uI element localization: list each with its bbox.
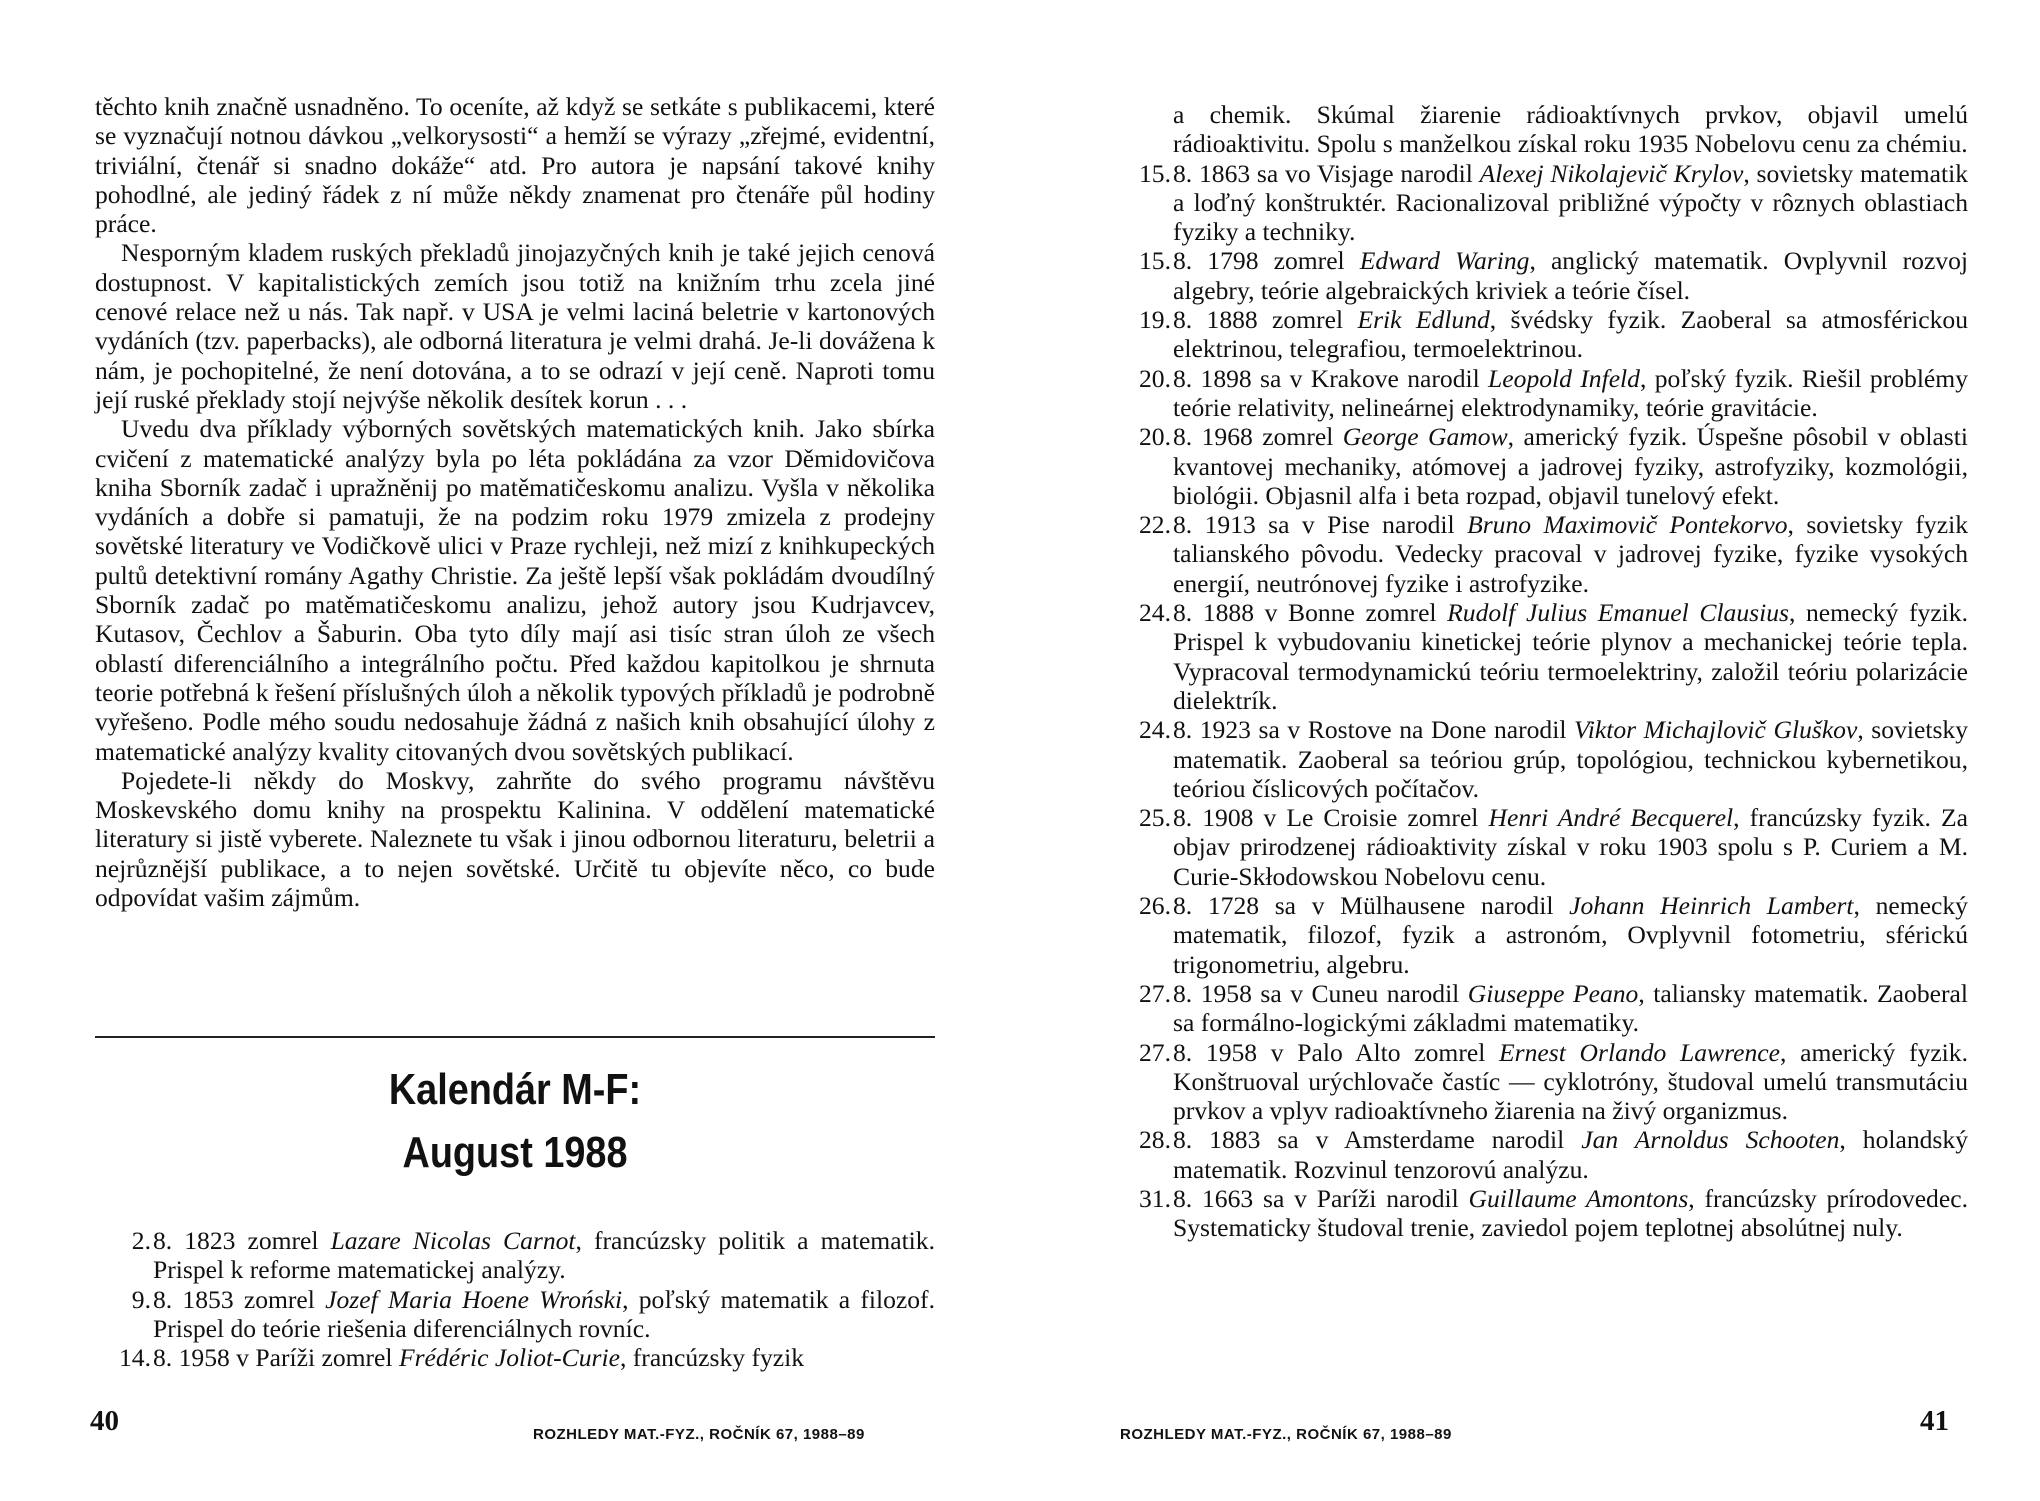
entry-day: 2. [131, 1226, 151, 1255]
entry-person: Frédéric Joliot-Curie [398, 1343, 620, 1373]
section-divider [95, 1036, 935, 1038]
calendar-subtitle: August 1988 [402, 1128, 628, 1177]
entry-person: George Gamow [1342, 422, 1508, 452]
calendar-entry [1115, 803, 1968, 891]
entry-day: 19. [1139, 305, 1171, 335]
calendar-entries-right [1115, 100, 1968, 1243]
entry-day: 15. [1139, 246, 1171, 276]
calendar-entries-left [95, 1226, 935, 1372]
calendar-entry [1115, 891, 1968, 979]
entry-text: , sovietsky matematik a loďný konštruktér. Racionalizoval približné výpočty v rôznych oblastiach fyziky a techniky. [1173, 158, 1968, 247]
entry-text: , poľský fyzik. Riešil problémy teórie relativity, nelineárnej elektrodynamiky, teórie gravitácie. [1173, 363, 1968, 422]
entry-day: 24. [1139, 715, 1171, 745]
paragraph-1: těchto knih značně usnadněno. To oceníte, až když se setkáte s publikacemi, které se vyznačují notnou dávkou „velkorysosti“ a hemží se výrazy „zřejmé, evidentní, triviální, čtenář si snadno dokáže“ atd. Pro autora je napsání takové knihy pohodlné, ale jediný řádek z ní může někdy znamenat pro čtenáře půl hodiny práce. [95, 92, 935, 239]
entry-text: 8. 1888 v Bonne zomrel [1173, 598, 1448, 628]
entry-text: , nemecký matematik, filozof, fyzik a astronóm, Ovplyvnil fotometriu, sférickú trigonometriu, algebru. [1173, 891, 1968, 979]
entry-text: , holandský matematik. Rozvinul tenzorovú analýzu. [1173, 1125, 1968, 1184]
running-footer: ROZHLEDY MAT.-FYZ., ROČNÍK 67, 1988–89 [533, 1426, 865, 1443]
entry-text: , sovietsky matematik. Zaoberal sa teóriou grúp, topológiou, technickou kybernetikou, teóriou číslicových počítačov. [1173, 715, 1968, 803]
entry-text: , anglický matematik. Ovplyvnil rozvoj algebry, teórie algebraických kriviek a teórie čísel. [1173, 246, 1969, 305]
entry-text: , nemecký fyzik. Prispel k vybudovaniu kinetickej teórie plynov a mechanickej teórie tepla. Vypracoval termodynamickú teóriu termoelektriny, založil teóriu polarizácie dielektrík. [1173, 598, 1968, 715]
entry-person: Jan Arnoldus Schooten [1581, 1125, 1840, 1155]
entry-person: Giuseppe Peano [1467, 978, 1639, 1008]
calendar-entry [1115, 305, 1968, 364]
entry-day: 24. [1139, 598, 1171, 628]
calendar-entry [95, 1343, 935, 1372]
entry-text: , americký fyzik. Úspešne pôsobil v oblasti kvantovej mechaniky, atómovej a jadrovej fyziky, astrofyziky, kozmológii, biológii. Objasnil alfa i beta rozpad, objavil tunelový efekt. [1173, 422, 1968, 510]
entry-text: 8. 1728 sa v Mülhausene narodil [1173, 891, 1570, 921]
entry-text: , švédsky fyzik. Zaoberal sa atmosférickou elektrinou, telegrafiou, termoelektrinou. [1173, 305, 1968, 364]
entry-day: 27. [1139, 978, 1171, 1008]
entry-text: 8. 1663 sa v Paríži narodil [1173, 1183, 1469, 1213]
entry-text: 8. 1888 zomrel [1173, 305, 1358, 335]
entry-person: Bruno Maximovič Pontekorvo [1467, 510, 1788, 540]
calendar-entry [1115, 246, 1968, 305]
entry-person: Leopold Infeld [1488, 363, 1640, 393]
calendar-entry [1115, 159, 1968, 247]
article-text [95, 92, 935, 912]
entry-text: , francúzsky politik a matematik. Prispel k reforme matematickej analýzy. [153, 1226, 935, 1285]
entry-text: 8. 1823 zomrel [153, 1226, 331, 1255]
calendar-entry [95, 1285, 935, 1344]
calendar-entry [1115, 422, 1968, 510]
entry-day: 27. [1139, 1037, 1171, 1067]
entry-person: Erik Edlund [1357, 305, 1490, 335]
entry-text: , sovietsky fyzik talianského pôvodu. Vedecky pracoval v jadrovej fyzike, fyzike vysokých energií, neutrónovej fyzike i astrofyzike. [1173, 510, 1968, 598]
entry-text: , americký fyzik. Konštruoval urýchlovače častíc — cyklotróny, študoval umelú transmutáciu prvkov a vplyv radioaktívneho žiarenia na živý organizmus. [1173, 1037, 1968, 1126]
entry-text: 8. 1958 v Paríži zomrel [153, 1343, 399, 1373]
entry-person: Guillaume Amontons [1468, 1183, 1689, 1213]
page-number: 40 [90, 1405, 119, 1437]
entry-day: 20. [1139, 422, 1171, 452]
right-page [1020, 0, 2040, 1501]
calendar-entry [1115, 1184, 1968, 1243]
paragraph-4: Pojedete-li někdy do Moskvy, zahrňte do svého programu návštěvu Moskevského domu knihy na prospektu Kalinina. V oddělení matematické literatury si jistě vyberete. Naleznete tu však i jinou odbornou literaturu, beletrii a nejrůznější publikace, a to nejen sovětské. Určitě tu objevíte něco, co bude odpovídat vašim zájmům. [95, 765, 935, 913]
entry-day: 20. [1139, 363, 1171, 393]
calendar-entry [1115, 1125, 1968, 1184]
calendar-title: Kalendár M-F: [388, 1065, 642, 1114]
entry-person: Henri André Becquerel [1488, 803, 1734, 833]
calendar-entry [1115, 1038, 1968, 1126]
entry-person: Jozef Maria Hoene Wroński [325, 1284, 623, 1314]
entry-person: Viktor Michajlovič Gluškov [1574, 715, 1858, 745]
entry-text: 8. 1863 sa vo Visjage narodil [1173, 158, 1480, 188]
calendar-entry [1115, 715, 1968, 803]
entry-day: 26. [1139, 891, 1171, 921]
entry-text: 8. 1898 sa v Krakove narodil [1173, 363, 1489, 393]
entry-day: 15. [1139, 158, 1171, 188]
entry-text: 8. 1853 zomrel [153, 1284, 326, 1314]
entry-text: , francúzsky fyzik. Za objav prirodzenej rádioaktivity získal v roku 1903 spolu s P. Curiem a M. Curie-Skłodowskou Nobelovu cenu. [1173, 803, 1968, 891]
entry-person: Lazare Nicolas Carnot [330, 1226, 576, 1255]
entry-text: 8. 1958 sa v Cuneu narodil [1173, 978, 1468, 1008]
entry-text: , francúzsky prírodovedec. Systematicky študoval trenie, zaviedol pojem teplotnej absolútnej nuly. [1173, 1183, 1968, 1243]
entry-person: Ernest Orlando Lawrence [1499, 1037, 1780, 1067]
calendar-entry [1115, 364, 1968, 423]
calendar-entry [1115, 979, 1968, 1038]
entry-day: 14. [119, 1343, 151, 1373]
entry-text: 8. 1923 sa v Rostove na Done narodil [1173, 715, 1575, 745]
entry-day: 28. [1139, 1125, 1171, 1155]
entry-day: 31. [1139, 1183, 1171, 1213]
entry-person: Edward Waring [1359, 246, 1530, 276]
calendar-entry [1115, 510, 1968, 598]
entry-text: 8. 1958 v Palo Alto zomrel [1173, 1037, 1500, 1067]
entry-day: 22. [1139, 510, 1171, 540]
entry-person: Johann Heinrich Lambert [1569, 891, 1854, 921]
entry-text: 8. 1968 zomrel [1173, 422, 1343, 452]
running-footer: ROZHLEDY MAT.-FYZ., ROČNÍK 67, 1988–89 [1120, 1426, 1452, 1443]
entry-text: 8. 1913 sa v Pise narodil [1173, 510, 1468, 540]
entry-text: , poľský matematik a filozof. Prispel do teórie riešenia diferenciálnych rovníc. [153, 1284, 935, 1343]
entry-person: Rudolf Julius Emanuel Clausius [1447, 598, 1789, 628]
entry-person: Alexej Nikolajevič Krylov [1479, 158, 1744, 188]
entry-day: 25. [1139, 803, 1171, 833]
entry-text: 8. 1908 v Le Croisie zomrel [1173, 803, 1489, 833]
entry-continuation: a chemik. Skúmal žiarenie rádioaktívnych prvkov, objavil umelú rádioaktivitu. Spolu s manželkou získal roku 1935 Nobelovu cenu za chémiu. [1173, 100, 1968, 159]
entry-text: 8. 1883 sa v Amsterdame narodil [1173, 1125, 1582, 1155]
paragraph-2: Nesporným kladem ruských překladů jinojazyčných knih je také jejich cenová dostupnost. V kapitalistických zemích jsou totiž na knižním trhu zcela jiné cenové relace než u nás. Tak např. v USA je velmi laciná beletrie v kartonových vydáních (tzv. paperbacks), ale odborná literatura je velmi drahá. Je-li dovážena k nám, je pochopitelné, že není dotována, a to se odrazí v její ceně. Naproti tomu její ruské překlady stojí nejvýše několik desítek korun . . . [95, 238, 935, 414]
paragraph-3: Uvedu dva příklady výborných sovětských matematických knih. Jako sbírka cvičení z matematické analýzy byla po léta pokládána za vzor Děmidovičova kniha Sborník zadač i upražněnij po matěmatičeskomu analizu. Vyšla v několika vydáních a dobře si pamatuji, že na podzim roku 1979 zmizela z prodejny sovětské literatury ve Vodičkově ulici v Praze rychleji, než mizí z knihkupeckých pultů detektivní romány Agathy Christie. Za ještě lepší však pokládám dvoudílný Sborník zadač po matěmatičeskomu analizu, jehož autory jsou Kudrjavcev, Kutasov, Čechlov a Šaburin. Oba tyto díly mají asi tisíc stran úloh ze všech oblastí diferenciálního a integrálního počtu. Před každou kapitolkou je shrnuta teorie potřebná k řešení příslušných úloh a několik typových příkladů je podrobně vyřešeno. Podle mého soudu nedosahuje žádná z našich knih obsahující úlohy z matematické analýzy kvality citovaných dvou sovětských publikací. [95, 414, 935, 766]
calendar-entry [1115, 598, 1968, 715]
calendar-entry [95, 1226, 935, 1285]
entry-day: 9. [131, 1284, 151, 1314]
entry-text: , taliansky matematik. Zaoberal sa formálno-logickými základmi matematiky. [1173, 978, 1968, 1038]
entry-text: , francúzsky fyzik [619, 1343, 805, 1373]
page-number: 41 [1920, 1405, 1949, 1437]
entry-text: 8. 1798 zomrel [1173, 246, 1360, 276]
